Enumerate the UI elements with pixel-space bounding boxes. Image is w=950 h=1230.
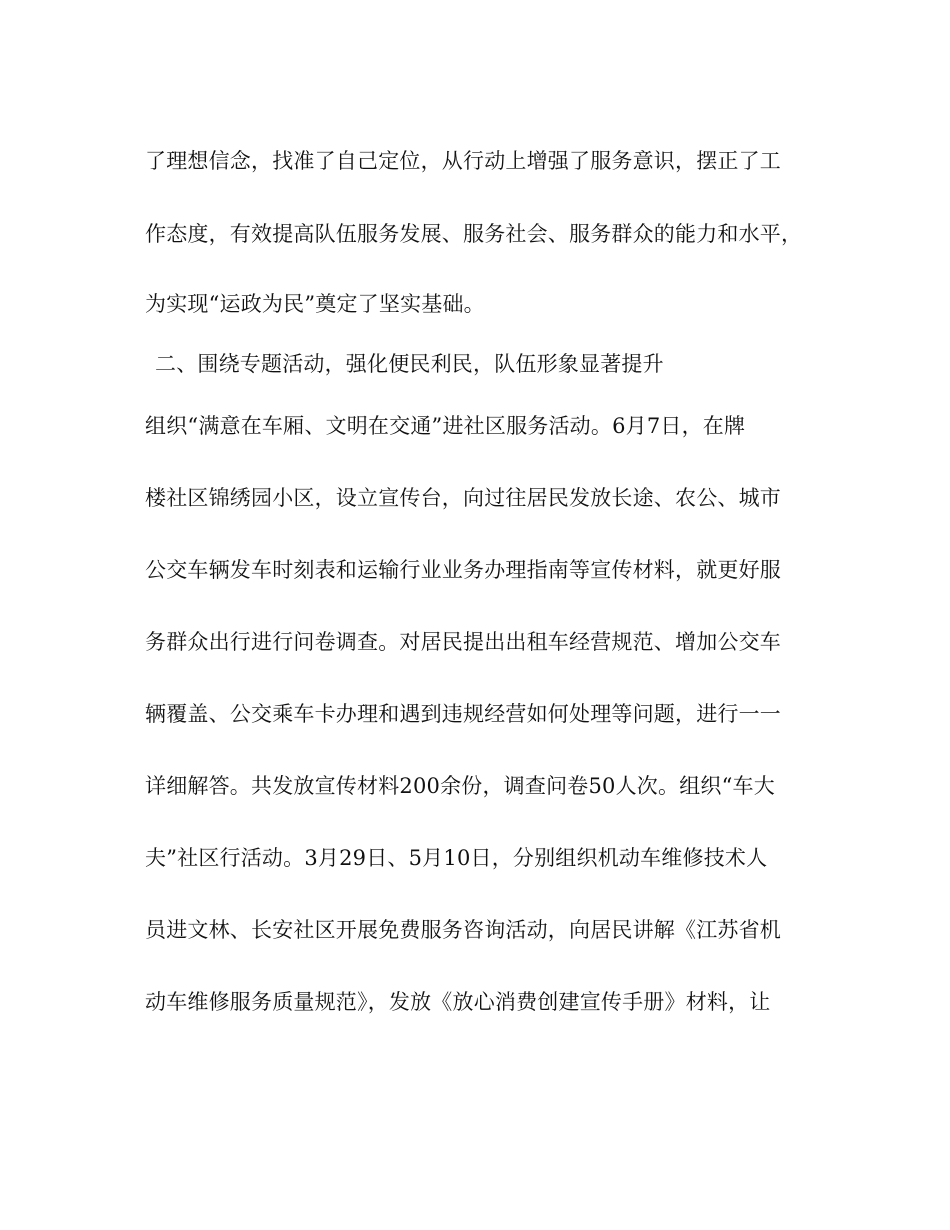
paragraph-line: 夫”社区行活动。3月29日、5月10日，分别组织机动车维修技术人: [145, 846, 768, 870]
paragraph-line: 员进文林、长安社区开展免费服务咨询活动，向居民讲解《江苏省机: [145, 918, 781, 942]
paragraph-line: 作态度，有效提高队伍服务发展、服务社会、服务群众的能力和水平，: [145, 222, 803, 246]
paragraph-line: 为实现“运政为民”奠定了坚实基础。: [145, 292, 485, 316]
paragraph-line: 了理想信念，找准了自己定位，从行动上增强了服务意识，摆正了工: [145, 149, 781, 173]
paragraph-line: 详细解答。共发放宣传材料200余份，调查问卷50人次。组织“车大: [145, 774, 775, 798]
paragraph-line: 辆覆盖、公交乘车卡办理和遇到违规经营如何处理等问题，进行一一: [145, 702, 781, 726]
paragraph-line: 楼社区锦绣园小区，设立宣传台，向过往居民发放长途、农公、城市: [145, 486, 781, 510]
section-heading: 二、围绕专题活动，强化便民利民，队伍形象显著提升: [155, 352, 664, 376]
paragraph-line: 务群众出行进行问卷调查。对居民提出出租车经营规范、增加公交车: [145, 630, 781, 654]
paragraph-line: 动车维修服务质量规范》，发放《放心消费创建宣传手册》材料，让: [145, 990, 771, 1014]
paragraph-line: 公交车辆发车时刻表和运输行业业务办理指南等宣传材料，就更好服: [145, 558, 781, 582]
paragraph-line: 组织“满意在车厢、文明在交通”进社区服务活动。6月7日，在牌: [145, 414, 746, 438]
